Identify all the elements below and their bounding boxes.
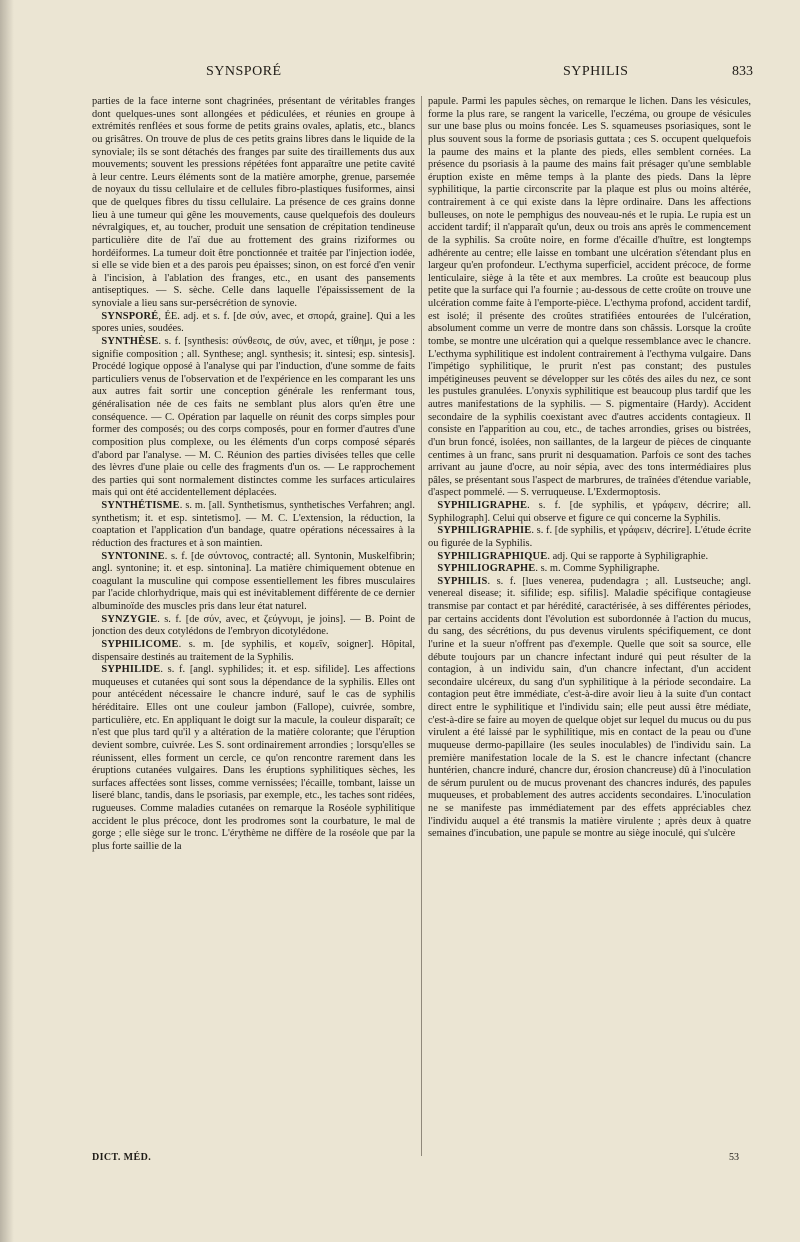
column-divider <box>421 96 422 1156</box>
signature-mark: DICT. MÉD. <box>92 1152 152 1163</box>
entry-syphiliographe: SYPHILIOGRAPHE. s. m. Comme Syphiligraphe. <box>437 563 660 575</box>
entry-syphilide: SYPHILIDE. s. f. [angl. syphilides; it. et esp. sifilide]. Les affections muqueuses et cutanées qui sont sous la dépendance de la syphilis. Elles ont pour antécédent nécessaire le chancre induré, sauf le cas de syphilis héréditaire. Elles ont une couleur jambon (Fallope), cuivrée, sombre, particulière, etc. En appliquant le doigt sur la macule, la couleur disparaît; ce n'est que plus tard qu'il y a altération de la matière colorante; que l'éruption devient sombre, cuivrée. Les S. sont ordinairement arrondies ; lorsqu'elles se réunissent, elles forment un cercle, ce qu'on rencontre rarement dans les éruptions cutanées vulgaires. Dans les éruptions syphilitiques sèches, les surfaces affectées sont lisses, comme vernissées; l'écaille, tombant, laisse un liseré blanc, tandis, dans le psoriasis, par exemple, etc., les taches sont ridées, rugueuses. Comme maladies cutanées on remarque la Roséole syphilitique accident le plus précoce, dont les prodromes sont la courbature, le mal de gorge ; elle siège sur le tronc. L'érythème ne diffère de la roséole que par la plus forte saillie de la <box>92 664 415 852</box>
entry-syphiligraphe: SYPHILIGRAPHE. s. f. [de syphilis, et γράφειν, décrire; all. Syphilograph]. Celui qui observe et figure ce qui concerne la Syphilis. <box>428 500 751 524</box>
headword: SYPHILIS <box>437 575 488 587</box>
headword: SYNTHÈSE <box>101 335 159 347</box>
headword: SYPHILIGRAPHIE <box>437 525 532 537</box>
entry-synthetisme: SYNTHÉTISME. s. m. [all. Synthetismus, synthetisches Verfahren; angl. synthetism; it. et esp. sintetismo]. — M. C. L'extension, la réduction, la coaptation et l'application d'un bandage, quatre opérations nécessaires à la réduction des fractures et à son maintien. <box>92 500 415 549</box>
entry-syphilis: SYPHILIS. s. f. [lues venerea, pudendagra ; all. Lustseuche; angl. venereal disease; it. sifilide; esp. sifilis]. Maladie spécifique contagieuse transmise par contact et par hérédité, caractérisée, à ses différentes périodes, par certains accidents dont l'évolution est subordonnée à l'action du mucus, du sang, des sécrétions, du pus devenus virulents spécifiquement, ce dont l'urine et la sueur n'offrent pas d'exemple. Quelle que soit sa source, elle débute toujours par un chancre infectant induré qui peut résulter de la contagion, à un individu sain, d'un chancre infectant, d'un accident secondaire ulcéreux, du sang d'un syphilitique à la période secondaire. La contagion peut être immédiate, c'est-à-dire avoir lieu à la suite d'un contact direct entre le syphilitique et l'individu sain; elle peut aussi être médiate, c'est-à-dire se faire au moyen de quelque objet sur lequel du mucus ou du pus virulent a été laissé par le syphilitique, mis en contact de la peau ou d'une muqueuse dermo-papillaire (les seules inoculables) de l'individu sain. La première manifestation locale de la S. est le chancre infectant (chancre huntérien, chancre induré, chancre dur, érosion chancreuse) dû à l'inoculation de sérum purulent ou de mucus provenant des chancres indurés, des papules muqueuses, et probablement des autres accidents secondaires. L'inoculation ne se manifeste pas immédiatement par des effets appréciables chez l'individu auquel a été transmis la matière virulente ; après deux à quatre semaines d'incubation, une papule se montre au siège inoculé, qui s'ulcère <box>428 575 751 840</box>
page-footer <box>0 1152 800 1168</box>
page-number: 833 <box>732 64 753 79</box>
headword: SYNZYGIE <box>101 613 158 625</box>
headword: SYNSPORÉ <box>101 310 159 322</box>
headword: SYNTONINE <box>101 550 165 562</box>
entry-syphiligraphique: SYPHILIGRAPHIQUE. adj. Qui se rapporte à Syphiligraphie. <box>437 550 709 562</box>
paragraph: papule. Parmi les papules sèches, on remarque le lichen. Dans les vésicules, forme la plus rare, se rangent la varicelle, l'eczéma, ou groupe de vésicules sur une base plus ou moins foncée. Les S. squameuses psoriasiques, sont le plus souvent sous la forme de psoriasis guttata ; ces S. occupent quelquefois la paume des mains et la plante des pieds, elles semblent cornées. La présence du psoriasis à la paume des mains fait présager qu'une semblable éruption existe en même temps à la plante des pieds. Dans la lèpre syphilitique, la partie circonscrite par la plaque est plus ou moins altérée, contrairement à ce qui existe dans la lèpre ordinaire. Dans les affections bulleuses, on note le pemphigus des nouveau-nés et le rupia. Le rupia est un accident tardif; il n'apparaît qu'un, deux ou trois ans après le commencement de la syphilis. Sa croûte noire, en forme d'écaille d'huître, est longtemps adhérente au centre; elle laisse en tombant une ulcération s'étendant plus en largeur qu'en profondeur. L'ecthyma superficiel, accident précoce, de forme lenticulaire, siège à la tête et aux membres. La croûte est beaucoup plus petite que la surface qui l'a fournie ; au-dessous de cette croûte on trouve une ulcération comme faite à l'emporte-pièce. L'ecthyma profond, accident tardif, est isolé; il présente des croûtes stratifiées entourées de l'ulcération, absolument comme un verre de montre dans son châssis. Lorsque la croûte tombe, se montre une ulcération qui a quelque ressemblance avec le chancre. L'ecthyma syphilitique est indolent contrairement à l'ecthyma vulgaire. Dans l'impétigo syphilitique, le prurit n'est pas constant; des pustules impétigineuses peuvent se développer sur les côtés des ailes du nez, ce sont les pustules granulées. L'onyxis syphilitique est beaucoup plus tardif que les autres manifestations de la syphilis. — S. pigmentaire (Hardy). Accident secondaire de la syphilis coexistant avec d'autres accidents contagieux. Il consiste en l'apparition au cou, etc., de taches arrondies, grises ou bistrées, d'un brun foncé, isolées, non saillantes, de la largeur de pièces de cinquante centimes à un franc, sans prurit ni desquamation. Parfois ce sont des taches arrivant au jaune d'ocre, au noir sépia, avec des tons intermédiaires plus pâles, se présentant sous l'aspect de marbrures, de traînées d'étendue variable, d'aspect pommelé. — S. verruqueuse. L'Exdermoptosis. <box>428 96 751 499</box>
headword: SYPHILIGRAPHE <box>437 500 528 511</box>
left-column <box>92 96 415 1146</box>
header-left-word: SYNSPORÉ <box>206 64 282 79</box>
headword: SYPHILIGRAPHIQUE <box>437 550 548 562</box>
sheet-number: 53 <box>729 1152 739 1163</box>
entry-syphilicome: SYPHILICOME. s. m. [de syphilis, et κομεῖν, soigner]. Hôpital, dispensaire destinés au traitement de la Syphilis. <box>92 638 415 663</box>
running-header <box>0 64 800 86</box>
entry-syntonine: SYNTONINE. s. f. [de σύντονος, contracté; all. Syntonin, Muskelfibrin; angl. syntonine; it. et esp. sintonina]. La matière chimiquement obtenue en coagulant la musculine qui compose essentiellement les fibres musculaires par l'acide chlorhydrique, mais qui est inévitablement différente de ce dernier albuminoïde des muscles pris dans leur état naturel. <box>92 550 415 612</box>
headword: SYNTHÉTISME <box>101 500 180 511</box>
page-binding-shadow <box>0 0 14 1242</box>
headword: SYPHILIOGRAPHE <box>437 563 536 575</box>
header-right-word: SYPHILIS <box>563 64 629 79</box>
entry-syphiligraphie: SYPHILIGRAPHIE. s. f. [de syphilis, et γράφειν, décrire]. L'étude écrite ou figurée de la Syphilis. <box>428 525 751 549</box>
paragraph: parties de la face interne sont chagrinées, présentant de véritables franges dont quelques-unes sont allongées et pédiculées, et réunies en groupe à extrémités renflées et sous forme de petits grains ovales, aplatis, etc., blancs ou grisâtres. On trouve de plus de ces petits grains libres dans le liquide de la synoviale; ils se sont détachés des franges par suite des tiraillements dus aux mouvements; souvent les pressions répétées font apparaître une petite cavité à leur centre. Leurs éléments sont de la matière amorphe, grenue, parsemée de noyaux du tissu cellulaire et de cellules fibro-plastiques fusiformes, ainsi que de quelques fibres du tissu cellulaire. La présence de ces grains donne lieu à une tumeur qui gêne les mouvements, cause quelquefois des douleurs névralgiques, et, au toucher, produit une sensation de crépitation tendineuse particulière dite de l'aï due au frottement des grains riziformes ou hordéiformes. La tumeur doit être ponctionnée et traitée par l'injection iodée, si elle se vide bien et a des parois peu épaisses; sinon, on est forcé d'en venir à l'incision, à l'ablation des franges, etc., en usant des pansements antiseptiques. — S. sèche. Celle dans laquelle l'épaississement de la synoviale a lieu sans sur-persécrétion de synovie. <box>92 96 415 309</box>
right-column <box>428 96 751 1146</box>
entry-synzygie: SYNZYGIE. s. f. [de σύν, avec, et ζεύγνυμι, je joins]. — B. Point de jonction des deux cotylédons de l'embryon dicotylédone. <box>92 613 415 638</box>
entry-synthese: SYNTHÈSE. s. f. [synthesis: σύνθεσις, de σύν, avec, et τίθημι, je pose : signifie composition ; all. Synthese; angl. synthesis; it. sintesi; esp. sintesis]. Procédé logique opposé à l'analyse qui par l'induction, d'une somme de faits particuliers venus de l'observation et de l'expérience en les comparant les uns aux autres fait sortir une conception générale les renfermant tous, généralisation née de ces faits ne semblant plus alors qu'en être une conséquence. — C. Opération par laquelle on réunit des corps simples pour former des composés; ou des corps composés, pour en former d'autres d'une composition plus complexe, ou les éléments d'un corps composé séparés d'abord par l'analyse. — M. C. Réunion des parties divisées telles que celle des lèvres d'une plaie ou celle des fragments d'un os. — Le rapprochement des parties qui sont normalement distinctes comme les surfaces articulaires mais qui ont été accidentellement déplacées. <box>92 335 415 499</box>
entry-synspore: SYNSPORÉ, ÉE. adj. et s. f. [de σύν, avec, et σπορά, graine]. Qui a les spores unies, soudées. <box>92 310 415 335</box>
headword: SYPHILICOME <box>101 638 179 650</box>
headword: SYPHILIDE <box>101 664 161 676</box>
